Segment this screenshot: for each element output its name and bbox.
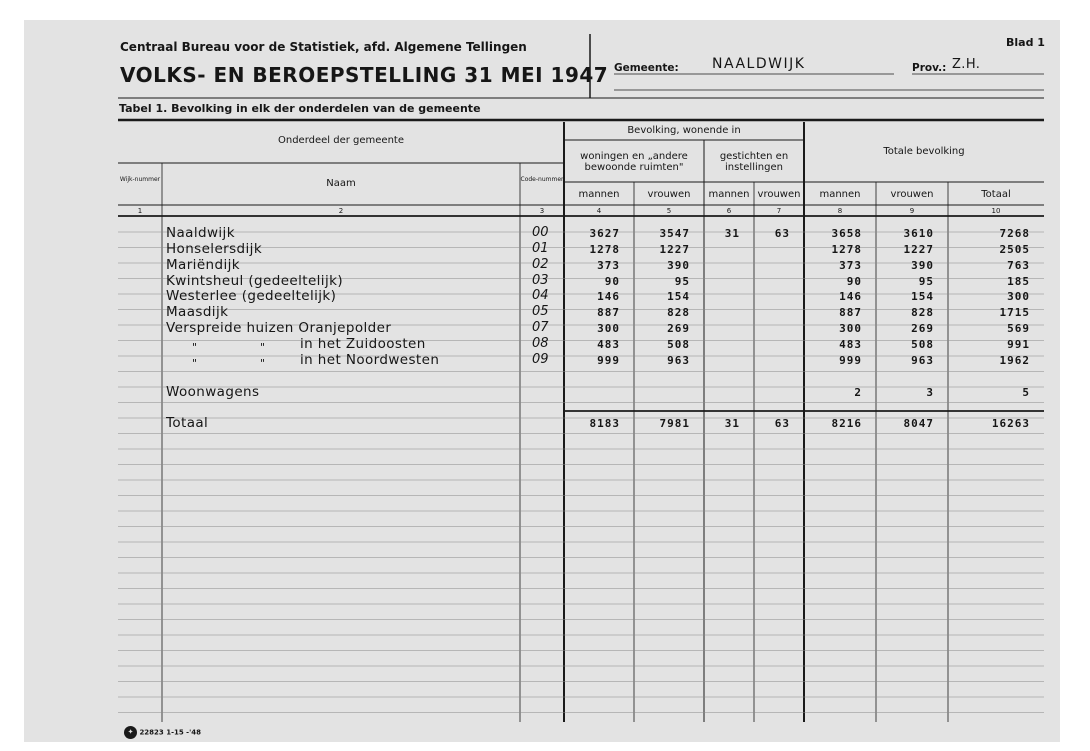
cell-tv: 3	[926, 386, 934, 399]
cell-wm: 3627	[589, 227, 620, 240]
cell-gv: 63	[774, 227, 790, 240]
header-onderdeel: Onderdeel der gemeente	[277, 135, 404, 146]
column-number: 7	[776, 207, 782, 215]
cell-tv: 1227	[903, 243, 934, 256]
cell-tt: 1715	[999, 306, 1030, 319]
gemeente-value: NAALDWIJK	[712, 56, 806, 72]
row-name: in het Zuidoosten	[300, 336, 426, 352]
cell-tm: 3658	[831, 227, 862, 240]
form-code: 22823 1-15 -'48	[139, 728, 201, 737]
census-form-sheet	[24, 20, 1060, 742]
cell-tm: 2	[854, 386, 862, 399]
column-number: 1	[137, 207, 143, 215]
row-name: Honselersdijk	[166, 241, 263, 257]
cell-tt: 569	[1007, 322, 1030, 335]
cell-wv: 154	[667, 290, 690, 303]
cell-tt: 1962	[999, 354, 1030, 367]
cell-gm: 31	[724, 227, 740, 240]
cell-wv: 828	[667, 306, 690, 319]
column-number: 3	[539, 207, 545, 215]
cell-tm: 999	[839, 354, 862, 367]
row-name: Mariëndijk	[166, 257, 240, 273]
cell-tm: 90	[846, 275, 862, 288]
cell-tt: 991	[1007, 338, 1030, 351]
column-number: 8	[837, 207, 843, 215]
cell-wm: 90	[604, 275, 620, 288]
cell-tm: 300	[839, 322, 862, 335]
cell-wm: 887	[597, 306, 620, 319]
row-name: Maasdijk	[166, 304, 229, 320]
cell-wv: 269	[667, 322, 690, 335]
row-code: 08	[532, 336, 549, 351]
cell-tv: 3610	[903, 227, 934, 240]
cell-tm: 146	[839, 290, 862, 303]
form-title: VOLKS- EN BEROEPSTELLING 31 MEI 1947	[120, 63, 609, 87]
cell-wv: 963	[667, 354, 690, 367]
province-value: Z.H.	[952, 57, 981, 72]
cell-tv: 154	[911, 290, 934, 303]
column-number: 10	[991, 207, 1001, 215]
header-totale-bevolking: Totale bevolking	[883, 146, 965, 157]
row-name: Naaldwijk	[166, 225, 235, 241]
gemeente-label: Gemeente:	[614, 62, 679, 74]
header-gestichten: gestichten en instellingen	[719, 151, 789, 173]
cell-wv: 95	[674, 275, 690, 288]
cell-gm: 31	[724, 417, 740, 430]
cell-tv: 390	[911, 259, 934, 272]
cell-tm: 483	[839, 338, 862, 351]
cell-tt: 7268	[999, 227, 1030, 240]
row-code: 07	[532, 320, 549, 335]
cell-wv: 3547	[659, 227, 690, 240]
column-number: 2	[338, 207, 344, 215]
row-code: 03	[532, 273, 549, 288]
organization-name: Centraal Bureau voor de Statistiek, afd. Algemene Tellingen	[120, 40, 527, 54]
province-label: Prov.:	[912, 62, 947, 74]
row-name: Verspreide huizen Oranjepolder	[166, 320, 392, 336]
cell-wv: 390	[667, 259, 690, 272]
cell-wm: 999	[597, 354, 620, 367]
cell-tm: 8216	[831, 417, 862, 430]
column-number: 6	[726, 207, 732, 215]
cell-tt: 185	[1007, 275, 1030, 288]
header-vrouwen-totaal: vrouwen	[890, 189, 934, 200]
cell-wm: 146	[597, 290, 620, 303]
cell-tv: 828	[911, 306, 934, 319]
column-number: 9	[909, 207, 915, 215]
header-naam: Naam	[326, 178, 356, 189]
row-code: 04	[532, 288, 549, 303]
header-mannen-totaal: mannen	[819, 189, 861, 200]
table-grid	[24, 20, 1060, 742]
cell-tt: 763	[1007, 259, 1030, 272]
cell-tm: 1278	[831, 243, 862, 256]
row-code: 02	[532, 257, 549, 272]
row-name: in het Noordwesten	[300, 352, 440, 368]
row-code: 00	[532, 225, 549, 240]
cell-wm: 373	[597, 259, 620, 272]
cell-wv: 1227	[659, 243, 690, 256]
form-footer	[124, 726, 201, 739]
row-name-totaal: Totaal	[166, 415, 209, 431]
header-wijknummer: Wijk-nummer	[119, 176, 161, 183]
header-woningen: woningen en „andere bewoonde ruimten"	[580, 151, 688, 173]
cell-wm: 483	[597, 338, 620, 351]
ditto-mark: "	[260, 357, 266, 370]
cell-tv: 95	[918, 275, 934, 288]
cell-tv: 508	[911, 338, 934, 351]
cell-wm: 300	[597, 322, 620, 335]
ditto-mark: "	[192, 357, 198, 370]
header-vrouwen-gestichten: vrouwen	[757, 189, 801, 200]
row-name: Westerlee (gedeeltelijk)	[166, 288, 337, 304]
sheet-number: Blad 1	[1006, 36, 1045, 49]
logo-icon: ✦	[124, 726, 137, 739]
cell-tt: 300	[1007, 290, 1030, 303]
header-mannen-woningen: mannen	[578, 189, 620, 200]
column-number: 4	[596, 207, 602, 215]
cell-tm: 373	[839, 259, 862, 272]
header-mannen-gestichten: mannen	[708, 189, 750, 200]
cell-tm: 887	[839, 306, 862, 319]
cell-wv: 7981	[659, 417, 690, 430]
column-number: 5	[666, 207, 672, 215]
header-totaal: Totaal	[981, 189, 1011, 200]
row-name: Kwintsheul (gedeeltelijk)	[166, 273, 343, 289]
row-code: 01	[532, 241, 549, 256]
row-code: 09	[532, 352, 549, 367]
cell-tv: 269	[911, 322, 934, 335]
ditto-mark: "	[192, 341, 198, 354]
table-caption: Tabel 1. Bevolking in elk der onderdelen van de gemeente	[119, 102, 481, 115]
header-codenummer: Code-nummer	[520, 176, 564, 183]
cell-tv: 8047	[903, 417, 934, 430]
row-name-woonwagens: Woonwagens	[166, 384, 260, 400]
ditto-mark: "	[260, 341, 266, 354]
cell-gv: 63	[774, 417, 790, 430]
cell-wm: 1278	[589, 243, 620, 256]
header-vrouwen-woningen: vrouwen	[647, 189, 691, 200]
cell-wm: 8183	[589, 417, 620, 430]
header-bevolking-wonende: Bevolking, wonende in	[627, 125, 741, 136]
cell-tt: 5	[1022, 386, 1030, 399]
cell-tv: 963	[911, 354, 934, 367]
cell-wv: 508	[667, 338, 690, 351]
row-code: 05	[532, 304, 549, 319]
cell-tt: 16263	[991, 417, 1030, 430]
cell-tt: 2505	[999, 243, 1030, 256]
